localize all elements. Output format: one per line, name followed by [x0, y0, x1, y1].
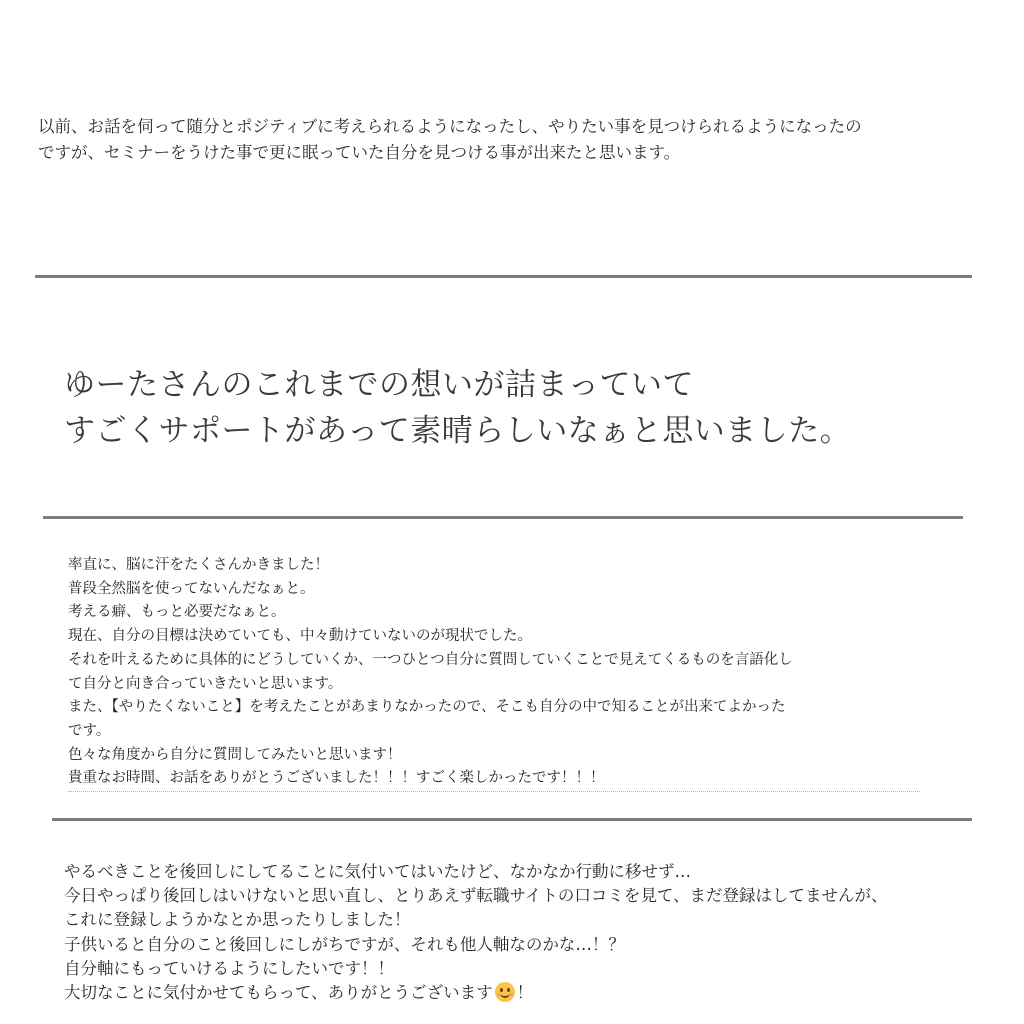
testimonial-2-line: それを叶えるために具体的にどうしていくか、一つひとつ自分に質問していくことで見えてくるものを言語化し — [68, 651, 793, 668]
testimonial-3 — [64, 860, 888, 1005]
section-divider — [35, 275, 972, 278]
testimonial-2-line: 率直に、脳に汗をたくさんかきました！ — [68, 557, 329, 573]
testimonial-3-last-line — [64, 981, 888, 1005]
testimonial-2-line: 色々な角度から自分に質問してみたいと思います！ — [68, 746, 402, 763]
testimonial-1-line: ですが、セミナーをうけた事で更に眠っていた自分を見つける事が出来たと思います。 — [38, 143, 681, 162]
testimonial-2-line: て自分と向き合っていきたいと思います。 — [68, 675, 343, 692]
testimonial-3-last-line-end: ！ — [516, 983, 534, 1003]
testimonial-1 — [38, 114, 862, 166]
testimonial-3-last-line-text: 大切なことに気付かせてもらって、ありがとうございます — [64, 983, 493, 1003]
headline-quote-line: すごくサポートがあって素晴らしいなぁと思いました。 — [64, 413, 852, 449]
testimonial-2-line: また、【やりたくないこと】を考えたことがあまりなかったので、そこも自分の中で知ることが出来てよかった — [68, 699, 786, 716]
testimonial-2-line: 考える癖、もっと必要だなぁと。 — [68, 604, 286, 621]
testimonial-2 — [68, 554, 793, 791]
testimonial-3-line: 自分軸にもっていけるようにしたいです！！ — [64, 958, 394, 978]
dotted-rule — [68, 791, 920, 792]
testimonial-3-line: 子供いると自分のこと後回しにしがちですが、それも他人軸なのかな…！？ — [64, 934, 625, 954]
testimonial-3-line: 今日やっぱり後回しはいけないと思い直し、とりあえず転職サイトの口コミを見て、まだ登録はしてませんが、 — [64, 886, 888, 906]
testimonial-2-line: 貴重なお時間、お話をありがとうございました！！！すごく楽しかったです！！！ — [68, 770, 605, 787]
headline-quote-line: ゆーたさんのこれまでの想いが詰まっていて — [64, 367, 694, 403]
testimonial-2-line: です。 — [68, 722, 111, 739]
testimonial-2-line: 現在、自分の目標は決めていても、中々動けていないのが現状でした。 — [68, 628, 532, 645]
section-divider — [52, 818, 972, 821]
testimonial-3-line: これに登録しようかなとか思ったりしました！ — [64, 910, 411, 930]
testimonial-1-line: 以前、お話を伺って随分とポジティブに考えられるようになったし、やりたい事を見つけられるようになったの — [38, 117, 862, 136]
smiling-face-icon — [495, 982, 515, 1002]
section-divider — [43, 516, 963, 519]
headline-quote — [64, 362, 851, 454]
testimonial-3-line: やるべきことを後回しにしてることに気付いてはいたけど、なかなか行動に移せず… — [64, 862, 691, 881]
testimonial-2-line: 普段全然脳を使ってないんだなぁと。 — [68, 580, 315, 597]
